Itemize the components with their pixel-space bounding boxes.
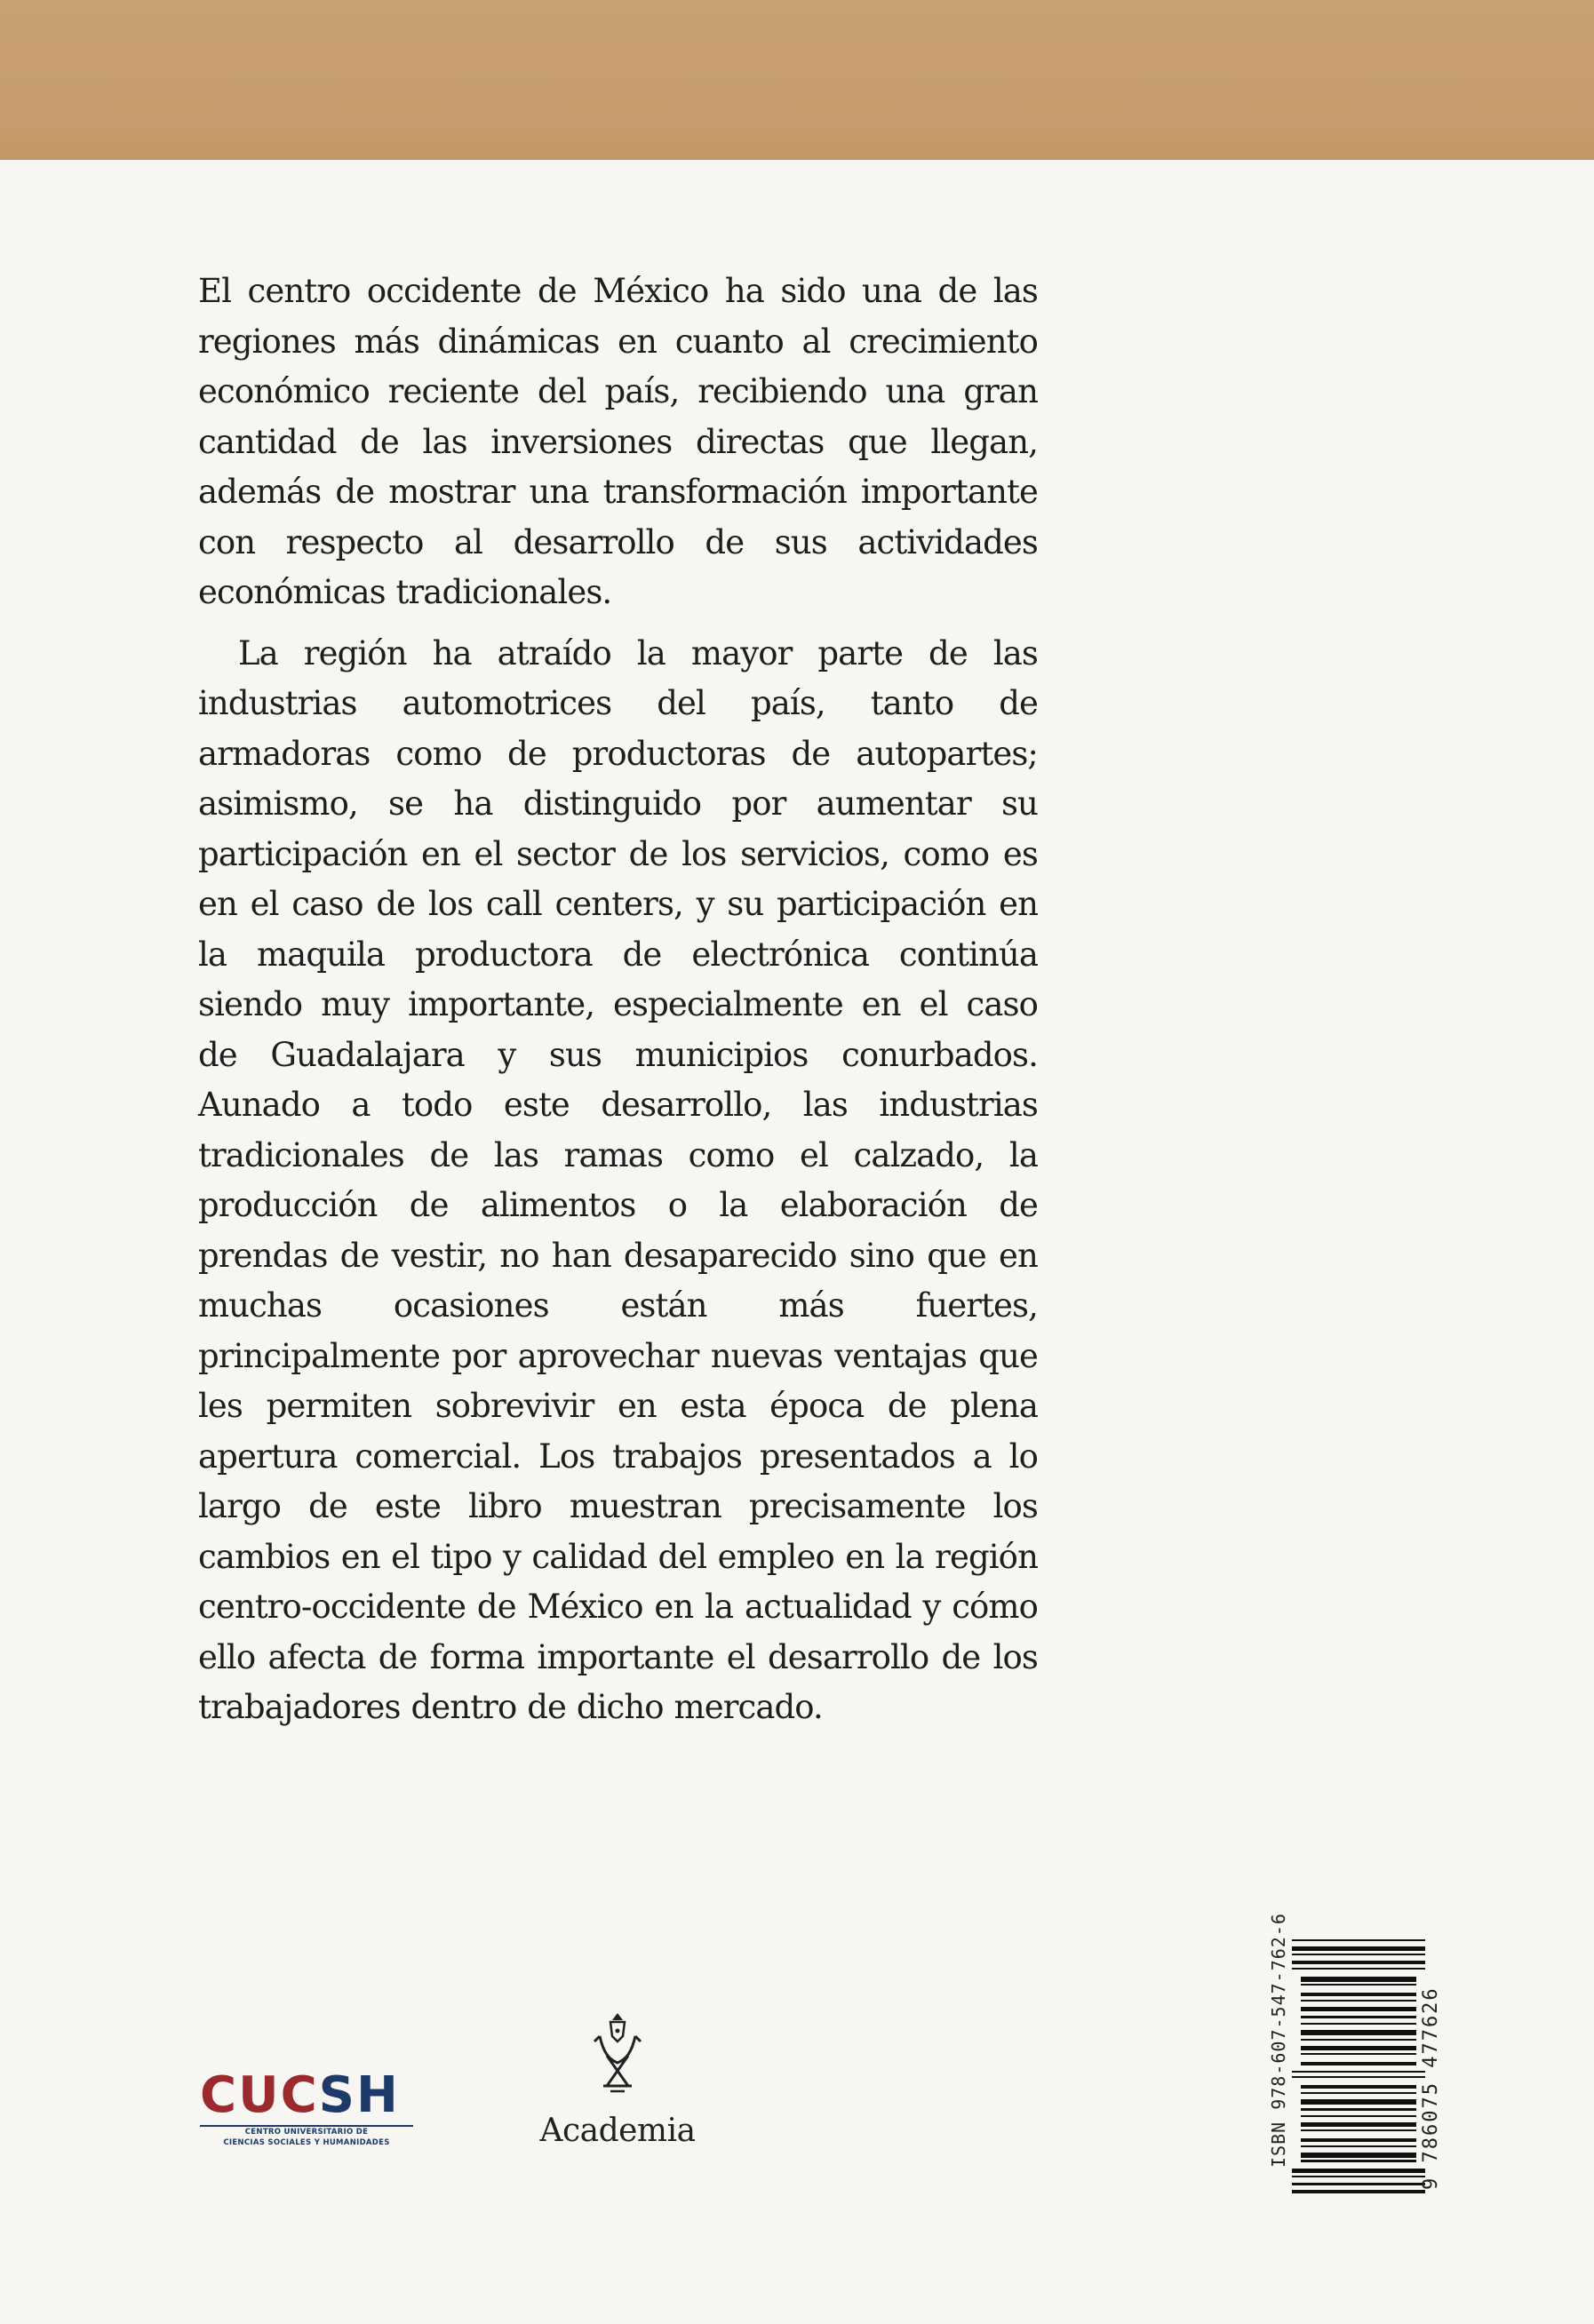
ean-digits: 9 786075 477626: [1420, 1986, 1442, 2190]
isbn-number: ISBN 978-607-547-762-6: [1268, 1913, 1289, 2168]
back-cover-blurb: [198, 267, 1038, 1733]
blurb-paragraph-2: La región ha atraído la mayor parte de las industrias automotrices del país, tanto de armadoras como de productoras de autopartes; asimismo, se ha distinguido por aumentar su participación en el sector de los servicios, como es en el caso de los call centers, y su participación en la maquila productora de electrónica continúa siendo muy importante, especialmente en el caso de Guadalajara y sus municipios conurbados. Aunado a todo este desarrollo, las industrias tradicionales de las ramas como el calzado, la producción de alimentos o la elaboración de prendas de vestir, no han desaparecido sino que en muchas ocasiones están más fuertes, principalmente por aprovechar nuevas ventajas que les permiten sobrevivir en esta época de plena apertura comercial. Los trabajos presentados a lo largo de este libro muestran precisamente los cambios en el tipo y calidad del empleo en la región centro-occidente de México en la actualidad y cómo ello afecta de forma importante el desarrollo de los trabajadores dentro de dicho mercado.: [198, 633, 1038, 1726]
academia-logo: [533, 2010, 702, 2149]
cucsh-subtitle: [200, 2125, 413, 2148]
cucsh-wordmark: [200, 2068, 418, 2123]
cucsh-wordmark-blue: SH: [318, 2066, 400, 2124]
cucsh-logo: [200, 2068, 418, 2166]
top-color-band: [0, 0, 1594, 160]
cucsh-wordmark-red: CUC: [200, 2066, 319, 2124]
academia-emblem-icon: [591, 2010, 644, 2098]
cucsh-subtitle-1: CENTRO UNIVERSITARIO DE: [244, 2128, 369, 2137]
cucsh-subtitle-2: CIENCIAS SOCIALES Y HUMANIDADES: [223, 2138, 390, 2147]
academia-wordmark: Academia: [539, 2113, 696, 2149]
blurb-paragraph-1: El centro occidente de México ha sido una de las regiones más dinámicas en cuanto al crecimiento económico reciente del país, recibiendo una gran cantidad de las inversiones directas que llegan, además de mostrar una transformación importante con respecto al desarrollo de sus actividades económicas tradicionales.: [198, 272, 1038, 611]
